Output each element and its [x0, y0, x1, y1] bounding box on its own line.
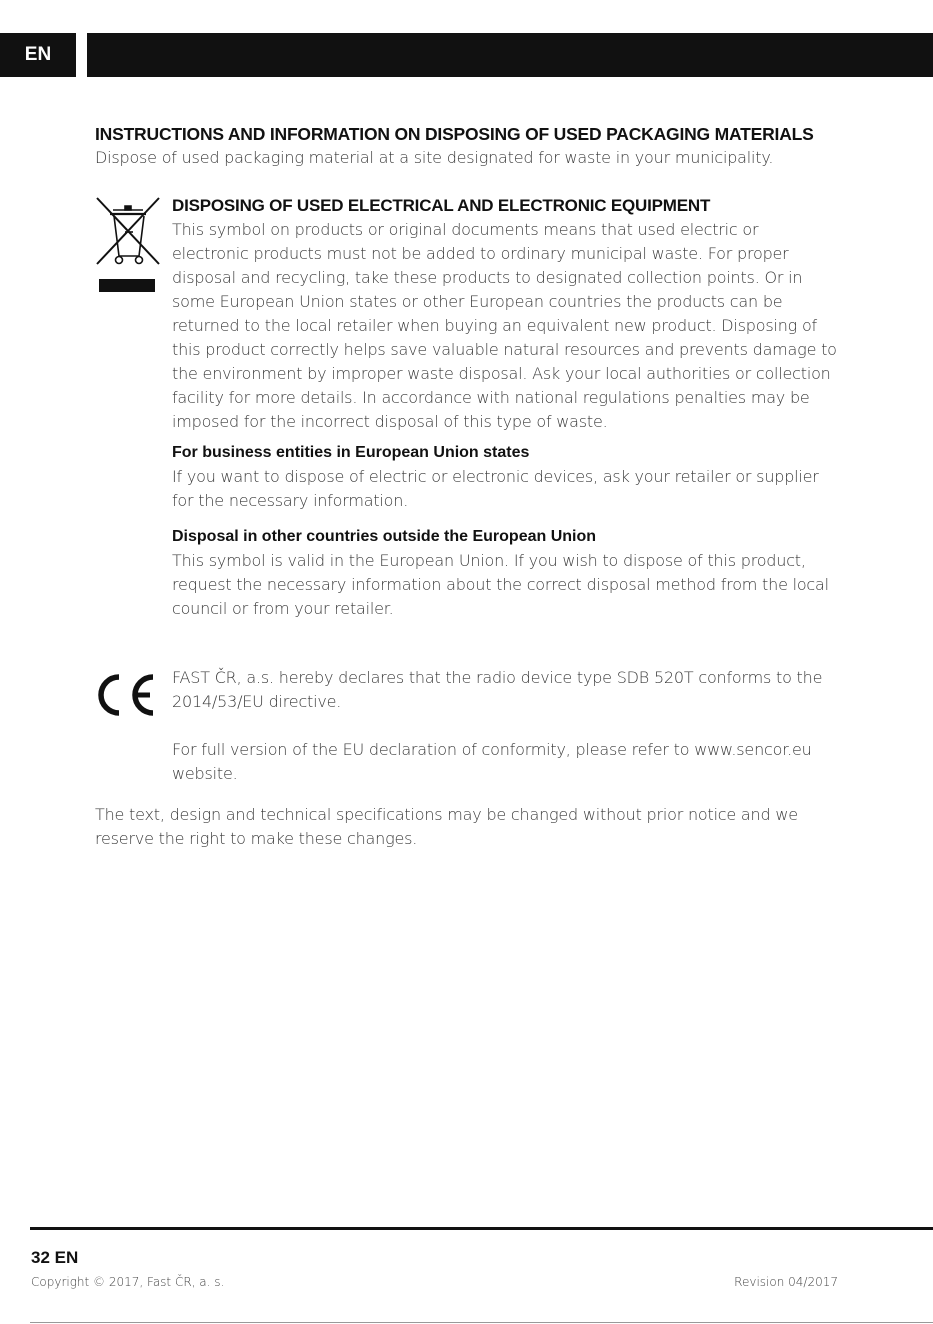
ce-mark-icon: [94, 672, 158, 718]
packaging-title: INSTRUCTIONS AND INFORMATION ON DISPOSING OF USED PACKAGING MATERIALS: [95, 124, 814, 144]
packaging-section: [95, 122, 840, 170]
notice-section: [95, 803, 840, 851]
revision: Revision 04/2017: [734, 1275, 838, 1289]
outside-eu-title: Disposal in other countries outside the European Union: [172, 528, 597, 545]
ce-full-version: For full version of the EU declaration of conformity, please refer to www.sencor.eu website.: [172, 740, 812, 783]
footer-rule: [30, 1227, 933, 1230]
ce-section: [172, 666, 837, 786]
crossed-out-wheelie-bin-icon: [95, 194, 161, 294]
business-entities-title: For business entities in European Union states: [172, 444, 530, 461]
bottom-rule: [30, 1322, 933, 1323]
outside-eu-text: This symbol is valid in the European Union. If you wish to dispose of this product, request the necessary information about the correct disposal method from the local council or from your retailer.: [172, 551, 829, 618]
packaging-text: Dispose of used packaging material at a site designated for waste in your municipality.: [95, 148, 774, 167]
business-entities-text: If you want to dispose of electric or electronic devices, ask your retailer or supplier for the necessary information.: [172, 467, 819, 510]
header-bar: [87, 33, 933, 77]
ce-declaration: FAST ČR, a.s. hereby declares that the radio device type SDB 520T conforms to the 2014/53/EU directive.: [172, 668, 823, 711]
language-tab: EN: [0, 33, 76, 77]
weee-title: DISPOSING OF USED ELECTRICAL AND ELECTRONIC EQUIPMENT: [172, 196, 711, 215]
copyright: Copyright © 2017, Fast ČR, a. s.: [31, 1275, 225, 1289]
change-notice: The text, design and technical specifications may be changed without prior notice and we reserve the right to make these changes.: [95, 805, 798, 848]
weee-text: This symbol on products or original documents means that used electric or electronic products must not be added to ordinary municipal waste. For proper disposal and recycling, take these products to designated collection points. Or in some European Union states or other European countries the products can be returned to the local retailer when buying an equivalent new product. Disposing of this product correctly helps save valuable natural resources and prevents damage to the environment by improper waste disposal. Ask your local authorities or collection facility for more details. In accordance with national regulations penalties may be imposed for the incorrect disposal of this type of waste.: [172, 220, 837, 431]
page-number: 32 EN: [31, 1248, 79, 1267]
weee-section: [172, 194, 837, 621]
